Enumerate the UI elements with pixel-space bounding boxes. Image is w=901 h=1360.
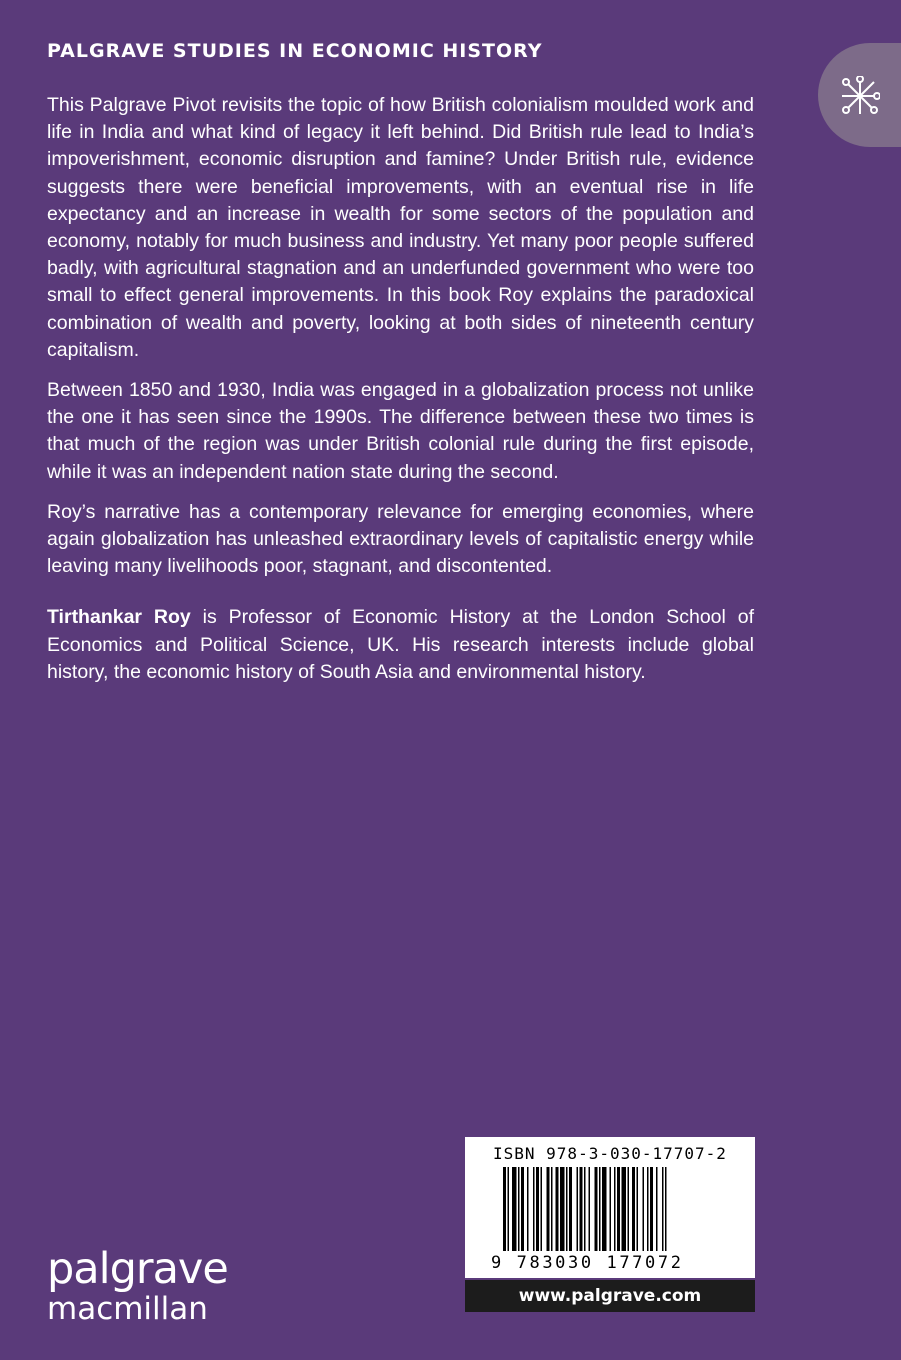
- blurb: [47, 92, 754, 699]
- blurb-paragraph-3: Roy’s narrative has a contemporary relevance for emerging economies, where again globalization has unleashed extraordinary levels of capitalistic energy while leaving many livelihoods poor, stagnant, and discontented.: [47, 500, 754, 578]
- author-name: Tirthankar Roy: [47, 606, 191, 629]
- publisher-url: www.palgrave.com: [465, 1280, 755, 1312]
- blurb-paragraph-2: Between 1850 and 1930, India was engaged in a globalization process not unlike the one it has seen since the 1990s. The difference between these two times is that much of the region was under British colonial rule during the first episode, while it was an independent nation state during the second.: [47, 379, 754, 483]
- isbn-barcode: [465, 1137, 755, 1278]
- publisher-logo-line1: palgrave: [47, 1244, 228, 1294]
- pivot-badge: [818, 43, 901, 147]
- publisher-logo-line2: macmillan: [47, 1291, 208, 1327]
- barcode-bars: [503, 1167, 717, 1259]
- author-bio-text: is Professor of Economic History at the London School of Economics and Political Science, UK. His research interests include global history, the economic history of South Asia and environmental history.: [47, 606, 754, 683]
- blurb-paragraph-1: This Palgrave Pivot revisits the topic of how British colonialism moulded work and life in India and what kind of legacy it left behind. Did British rule lead to India’s impoverishment, economic disruption and famine? Under British rule, evidence suggests there were beneficial improvements, with an eventual rise in life expectancy and an increase in wealth for some sectors of the population and economy, notably for much business and industry. Yet many poor people suffered badly, with agricultural stagnation and an underfunded government who were too small to effect general improvements. In this book Roy explains the paradoxical combination of wealth and poverty, looking at both sides of nineteenth century capitalism.: [47, 94, 754, 361]
- publisher-logo: [47, 1246, 228, 1326]
- barcode-digits: 9 783030 177072: [491, 1253, 684, 1273]
- palgrave-pivot-star-icon: [840, 76, 880, 116]
- series-title: PALGRAVE STUDIES IN ECONOMIC HISTORY: [47, 40, 543, 62]
- author-bio: [47, 604, 754, 686]
- isbn-label: ISBN 978-3-030-17707-2: [493, 1144, 727, 1163]
